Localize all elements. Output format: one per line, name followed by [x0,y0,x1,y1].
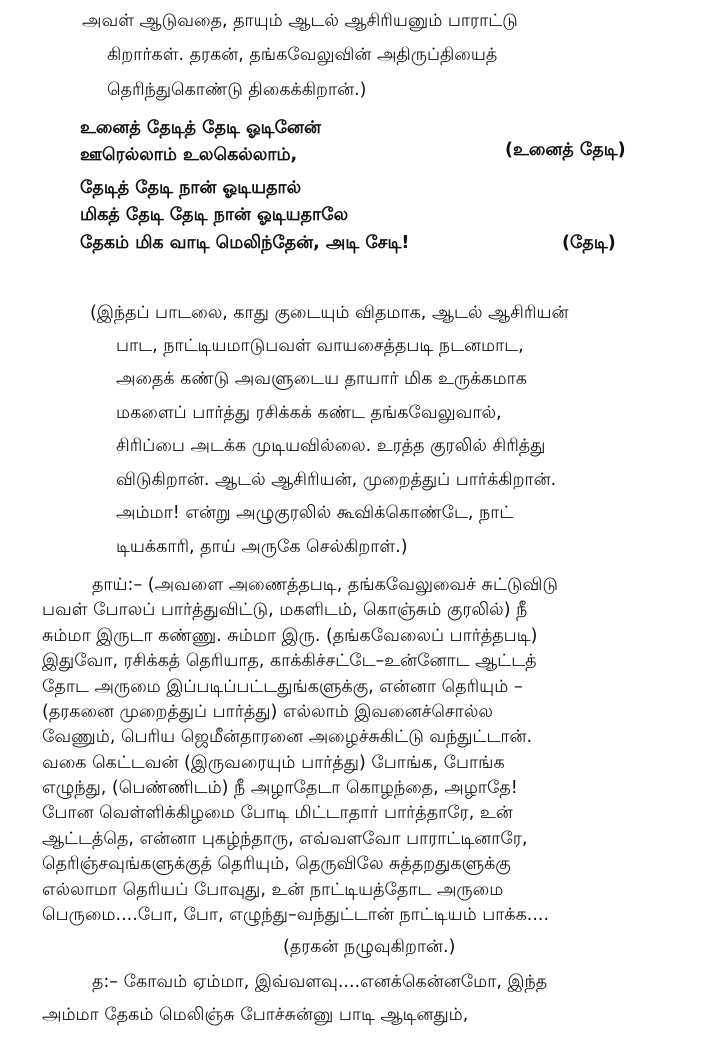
dialogue-line: த:– கோவம் ஏம்மா, இவ்வளவு....எனக்கென்னமோ, இந்த [92,972,548,992]
dialogue-line: தெரிஞ்சவுங்களுக்குத் தெரியும், தெருவிலே சுத்தறதுகளுக்கு [42,854,511,874]
dialogue-line: இதுவோ, ரசிக்கத் தெரியாத, காக்கிச்சட்டே–உன்னோட ஆட்டத் [42,651,537,671]
text-line: (இந்தப் பாடலை, காது குடையும் விதமாக, ஆடல் ஆசிரியன் [90,303,569,323]
dialogue-line: சும்மா இருடா கண்ணு. சும்மா இரு. (தங்கவேலைப் பார்த்தபடி) [42,626,538,646]
song-line: ஊரெல்லாம் உலகெல்லாம், [80,145,298,165]
text-line: மகளைப் பார்த்து ரசிக்கக் கண்ட தங்கவேலுவால், [116,403,502,423]
text-line: தெரிந்துகொண்டு திகைக்கிறான்.) [107,80,367,100]
text-line: அவள் ஆடுவதை, தாயும் ஆடல் ஆசிரியனும் பாராட்டு [82,11,518,31]
song-line: தேடித் தேடி நான் ஓடியதால் [80,178,302,198]
dialogue-line: அம்மா தேகம் மெலிஞ்சு போச்சுன்னு பாடி ஆடினதும், [42,1005,469,1025]
stage-direction: (தரகன் நழுவுகிறான்.) [283,937,456,957]
dialogue-line: எழுந்து, (பெண்ணிடம்) நீ அழாதேடா கொழந்தை, அழாதே! [42,778,518,798]
song-line: மிகத் தேடி தேடி நான் ஓடியதாலே [80,205,349,225]
dialogue-line: ஆட்டத்தெ, என்னா புகழ்ந்தாரு, எவ்வளவோ பாராட்டினாரே, [42,829,528,849]
text-line: அம்மா! என்று அழுகுரலில் கூவிக்கொண்டே, நாட் [116,503,514,523]
song-refrain: (தேடி) [562,233,616,253]
text-line: டியக்காரி, தாய் அருகே செல்கிறாள்.) [116,537,408,557]
song-line: உனைத் தேடித் தேடி ஓடினேன் [80,118,321,138]
dialogue-line: (தரகனை முறைத்துப் பார்த்து) எல்லாம் இவனைச்சொல்ல [42,702,493,722]
dialogue-line: தாய்:– (அவளை அணைத்தபடி, தங்கவேலுவைச் சுட்டுவிடு [92,575,559,595]
text-line: அதைக் கண்டு அவளுடைய தாயார் மிக உருக்கமாக [116,369,527,389]
text-line: கிறார்கள். தரகன், தங்கவேலுவின் அதிருப்தியைத் [107,45,498,65]
dialogue-line: வகை கெட்டவன் (இருவரையும் பார்த்து) போங்க, போங்க [42,753,505,773]
dialogue-line: எல்லாமா தெரியப் போவுது, உன் நாட்டியத்தோட அருமை [42,880,504,900]
song-line: தேகம் மிக வாடி மெலிந்தேன், அடி சேடி! [80,233,410,253]
dialogue-line: போன வெள்ளிக்கிழமை போடி மிட்டாதார் பார்த்தாரே, உன் [42,803,513,823]
song-refrain: (உனைத் தேடி) [505,140,626,160]
text-line: விடுகிறான். ஆடல் ஆசிரியன், முறைத்துப் பார்க்கிறான். [116,470,557,490]
dialogue-line: பவள் போலப் பார்த்துவிட்டு, மகளிடம், கொஞ்சும் குரலில்) நீ [42,600,528,620]
text-line: சிரிப்பை அடக்க முடியவில்லை. உரத்த குரலில் சிரித்து [116,436,546,456]
dialogue-line: வேணும், பெரிய ஜெமீன்தாரனை அழைச்சுகிட்டு வந்துட்டான். [42,727,533,747]
text-line: பாட, நாட்டியமாடுபவள் வாயசைத்தபடி நடனமாட, [116,336,524,356]
dialogue-line: தோட அருமை இப்படிப்பட்டதுங்களுக்கு, என்னா தெரியும் – [42,677,523,697]
dialogue-line: பெருமை....போ, போ, எழுந்து–வந்துட்டான் நாட்டியம் பாக்க.... [42,905,550,925]
